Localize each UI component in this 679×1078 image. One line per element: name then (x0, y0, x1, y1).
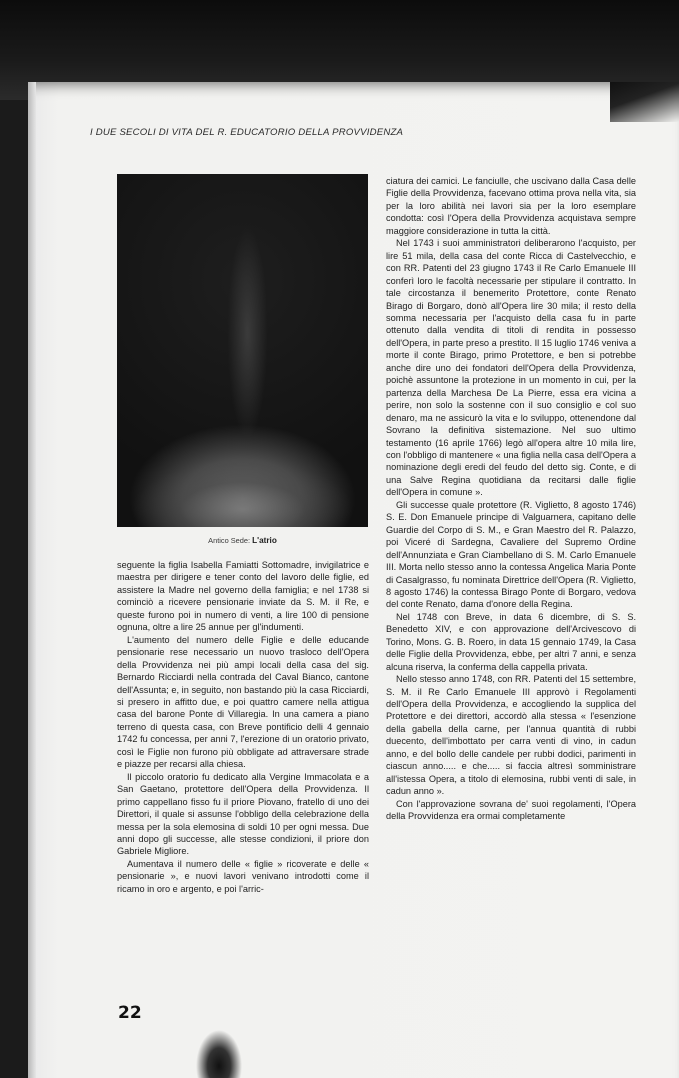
page-number: 22 (118, 1003, 142, 1023)
scan-smudge (196, 1018, 242, 1078)
atrium-photo-floor (117, 440, 368, 527)
right-paragraph-2: Nel 1743 i suoi amministratori deliberarono l'acquisto, per lire 51 mila, della casa del conte Ricca di Castelvecchio, e con RR. Patenti del 23 giugno 1743 il Re Carlo Emanuele III conferì loro le facoltà necessarie per stipulare il contratto. In tale circostanza il benemerito Protettore, conte Renato Birago di Borgaro, donò all'Opera lire 30 mila; il resto della somma necessaria per l'acquisto della casa fu in parte ottenuto dalla vendita di titoli di rendita in possesso dell'Opera, in parte preso a prestito. Il 15 luglio 1746 veniva a morte il conte Birago, primo Protettore, e ben si potrebbe anche dire uno dei fondatori dell'Opera della Provvidenza, poichè assuntone la protezione in un momento in cui, per la partenza della Marchesa De La Pierre, essa era vicina a perire, non solo la sostenne con il suo consiglio e col suo denaro, ma ne assicurò la vita e lo sviluppo, ottenendone dal Sovrano la definitiva sistemazione. Nel suo ultimo testamento (16 aprile 1766) legò all'opera altre 10 mila lire, con l'obbligo di mantenere « una figlia nella casa dell'Opera a nominazione degli eredi del feudo del detto sig. Conte, e di una Salve Regina quotidiana da recitarsi dalle figlie dell'Opera in comune ». (386, 238, 636, 498)
left-column (117, 559, 369, 895)
page-corner-shadow (610, 82, 679, 122)
right-paragraph-5: Nello stesso anno 1748, con RR. Patenti del 15 settembre, S. M. il Re Carlo Emanuele III approvò i Regolamenti dell'Opera della Provvidenza, e accogliendo la supplica del Protettore e dei direttori, accordò alla stessa « l'esenzione della gabella della carne, per l'annua quantità di rubbi duecento, dell'imbottato per carra venti di vino, in cadun anno, e del bollo delle candele per rubbi dodici, parimenti in ciascun anno..... e che..... si faccia altresì somministrare all'istessa Opera, a titolo di elemosina, rubbi venti di sale, in cadun anno ». (386, 674, 636, 797)
photo-caption (117, 536, 368, 545)
right-column (386, 175, 636, 823)
page-gutter (28, 82, 36, 1078)
left-paragraph-3: Il piccolo oratorio fu dedicato alla Vergine Immacolata e a San Gaetano, protettore dell'Opera della Provvidenza. Il primo cappellano fisso fu il priore Piovano, fratello di uno dei Direttori, il quale si assunse l'obbligo della celebrazione della messa per la sola elemosina di soldi 10 per ogni messa. Due anni dopo gli successe, alle stesse condizioni, il priore don Gabriele Migliore. (117, 771, 369, 857)
left-paragraph-2: L'aumento del numero delle Figlie e delle educande pensionarie rese necessario un nuovo trasloco dell'Opera della Provvidenza nei più ampi locali della casa del sig. Bernardo Ricciardi nella contrada del Caval Bianco, cantone dell'Assunta; e, in seguito, non bastando più la casa Ricciardi, si presero in affitto due, e poi quattro camere nella attigua casa del barone Ponte di Villaregia. In una camera a piano terreno di questa casa, con Breve pontificio delli 4 gennaio 1742 fu concessa, per anni 7, l'erezione di un oratorio privato, così le Figlie non furono più obbligate ad attraversare strade e piazze per recarsi alla chiesa. (117, 634, 369, 770)
left-paragraph-4: Aumentava il numero delle « figlie » ricoverate e delle « pensionarie », e nuovi lavori venivano introdotti come il ricamo in oro e argento, e poi l'arric- (117, 858, 369, 894)
left-paragraph-1: seguente la figlia Isabella Famiatti Sottomadre, invigilatrice e maestra per dirigere e tener conto del lavoro delle figlie, ed assistere la Madre nel governo della famiglia; e nel 1738 si cominciò a ricevere pensionarie inviate da S. M. il Re, e queste furono poi in numero di venti, a lire 100 di pensione ognuna, oltre a lire 25 annue per gl'indumenti. (117, 560, 369, 633)
running-head: I DUE SECOLI DI VITA DEL R. EDUCATORIO DELLA PROVVIDENZA (90, 127, 404, 138)
caption-prefix: Antico Sede: (208, 536, 251, 545)
right-paragraph-6: Con l'approvazione sovrana de' suoi regolamenti, l'Opera della Provvidenza era ormai completamente (386, 798, 636, 822)
caption-title: L'atrio (252, 536, 277, 545)
right-paragraph-3: Gli successe quale protettore (R. Viglietto, 8 agosto 1746) S. E. Don Emanuele principe di Valguarnera, capitano delle Guardie del Corpo di S. M., e Gran Maestro del R. Palazzo, poi Viceré di Sardegna, Cavaliere del Supremo Ordine dell'Annunziata e Gran Ciambellano di S. M. Carlo Emanuele III. Morta nello stesso anno la contessa Angelica Maria Ponte di Casalgrasso, fu nominata Direttrice dell'Opera (R. Viglietto, 8 agosto 1746) la contessa Birago Ponte di Borgaro, vedova del conte Renato, dama d'onore della Regina. (386, 499, 636, 610)
right-paragraph-1: ciatura dei camici. Le fanciulle, che uscivano dalla Casa delle Figlie della Provvidenza, facevano ottima prova nella vita, sia per la loro abilità nei lavori sia per la loro esemplare condotta: così l'Opera della Provvidenza acquistava sempre maggiore considerazione in tutta la città. (386, 176, 636, 236)
right-paragraph-4: Nel 1748 con Breve, in data 6 dicembre, di S. S. Benedetto XIV, e con approvazione dell'Arcivescovo di Torino, Mons. G. B. Roero, in data 15 gennaio 1749, la Casa delle Figlie della Provvidenza, ebbe, per altri 7 anni, e senza alcuna riserva, la conferma della cappella privata. (386, 611, 636, 672)
